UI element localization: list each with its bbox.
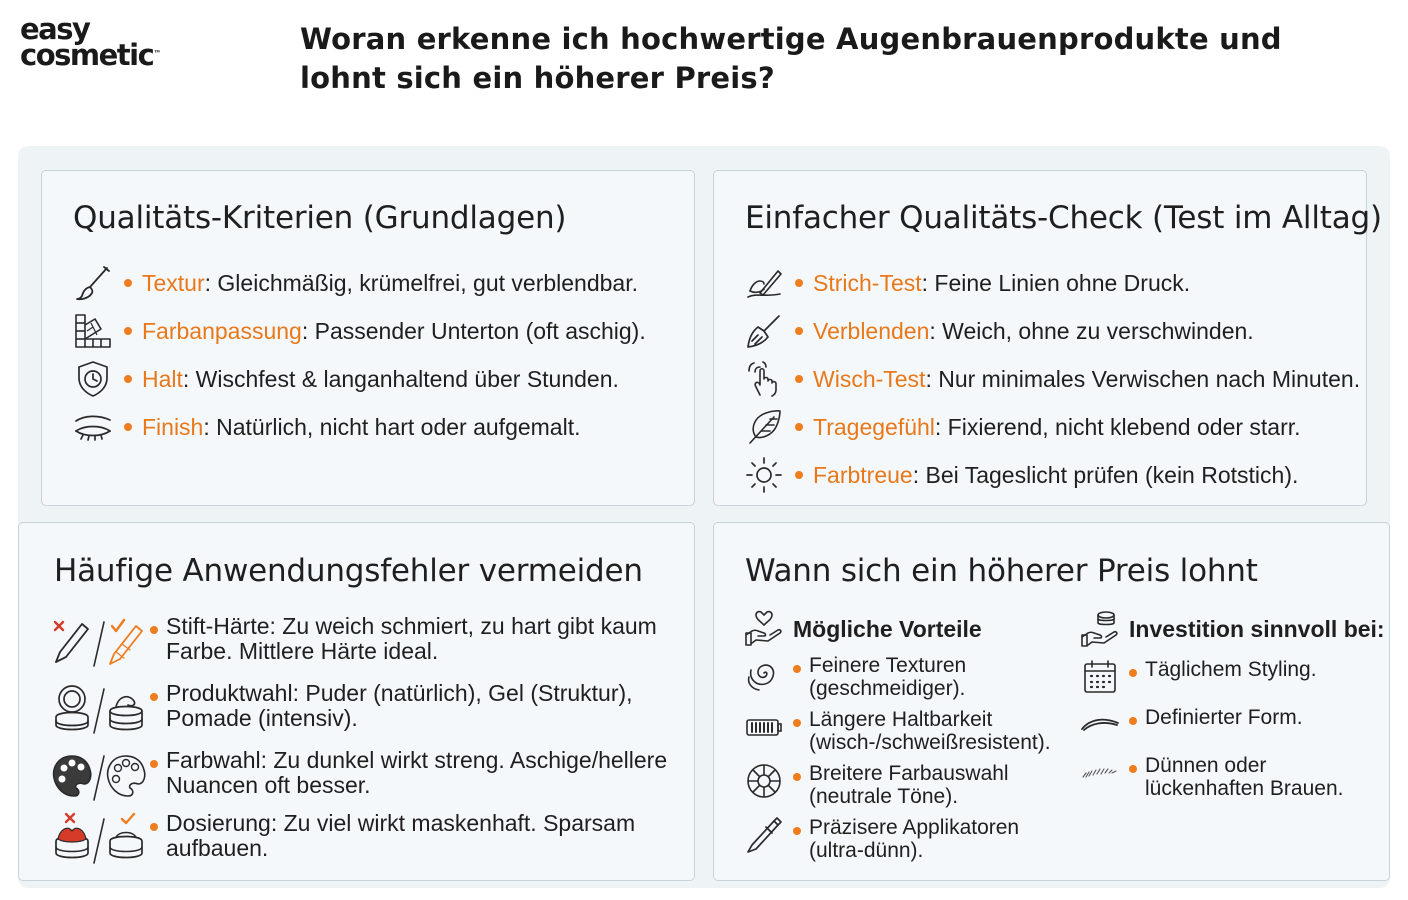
battery-icon xyxy=(743,706,785,748)
page-title: Woran erkenne ich hochwertige Augenbrauenprodukte und lohnt sich ein höherer Preis? xyxy=(300,22,1282,95)
brush-icon xyxy=(72,262,114,304)
check-key: Tragegefühl xyxy=(813,413,935,440)
sun-icon xyxy=(743,454,785,496)
swirl-texture-icon xyxy=(743,652,785,694)
mistake-line: Farbwahl: Zu dunkel wirkt streng. Aschige/hellere xyxy=(166,747,668,773)
feather-icon xyxy=(743,406,785,448)
bullet xyxy=(793,773,801,781)
bullet xyxy=(150,626,158,634)
defined-brow-icon xyxy=(1079,704,1121,746)
brand-line-1: easy xyxy=(20,12,90,46)
criteria-item xyxy=(72,405,581,449)
color-palette-swatch-icon xyxy=(72,310,114,352)
criteria-item xyxy=(72,261,638,305)
check-key: Wisch-Test xyxy=(813,365,926,392)
criteria-item xyxy=(72,357,619,401)
bullet xyxy=(1129,669,1137,677)
criteria-key: Halt xyxy=(142,365,183,392)
benefit-item xyxy=(743,652,966,700)
benefit-line: Breitere Farbauswahl xyxy=(809,762,1009,785)
benefit-item xyxy=(743,706,1051,754)
check-item xyxy=(743,453,1298,497)
bullet xyxy=(1129,765,1137,773)
bullet xyxy=(795,423,803,431)
hand-drawing-icon xyxy=(743,262,785,304)
mistake-item xyxy=(50,811,676,867)
bullet xyxy=(150,693,158,701)
brand-line-2: cosmetic xyxy=(20,38,154,73)
check-text: : Fixierend, nicht klebend oder starr. xyxy=(934,413,1301,440)
bullet xyxy=(124,375,132,383)
sparse-brow-icon xyxy=(1079,752,1121,794)
benefit-line: Feinere Texturen xyxy=(809,654,967,677)
brand-logo xyxy=(20,12,162,73)
criteria-text: : Gleichmäßig, krümelfrei, gut verblendbar. xyxy=(204,269,638,296)
criteria-text: : Natürlich, nicht hart oder aufgemalt. xyxy=(203,413,581,440)
bullet xyxy=(1129,717,1137,725)
check-item xyxy=(743,357,1360,401)
benefits-heading-text: Mögliche Vorteile xyxy=(793,615,982,642)
mistake-item xyxy=(50,681,676,737)
mistake-line: Pomade (intensiv). xyxy=(166,705,358,731)
criteria-text: : Passender Unterton (oft aschig). xyxy=(301,317,646,344)
benefit-line: (geschmeidiger). xyxy=(809,677,966,700)
fine-applicator-icon xyxy=(743,814,785,856)
brand-trademark: ™ xyxy=(153,49,162,59)
benefit-line: (neutrale Töne). xyxy=(809,785,959,808)
check-key: Farbtreue xyxy=(813,461,913,488)
check-text: : Nur minimales Verwischen nach Minuten. xyxy=(925,365,1361,392)
benefit-line: Längere Haltbarkeit xyxy=(809,708,993,731)
panel-title-check: Einfacher Qualitäts-Check (Test im Alltag) xyxy=(745,200,1382,236)
criteria-item xyxy=(72,309,646,353)
bullet xyxy=(124,423,132,431)
bullet xyxy=(150,823,158,831)
mistake-line: Produktwahl: Puder (natürlich), Gel (Struktur), xyxy=(166,680,633,706)
worth-line: Täglichem Styling. xyxy=(1145,658,1317,681)
panel-title-price: Wann sich ein höherer Preis lohnt xyxy=(745,553,1258,589)
blending-brush-icon xyxy=(743,310,785,352)
mistake-line: Nuancen oft besser. xyxy=(166,772,371,798)
check-item xyxy=(743,405,1301,449)
benefit-item xyxy=(743,760,1009,808)
touch-finger-icon xyxy=(743,358,785,400)
check-item xyxy=(743,309,1254,353)
panel-title-mistakes: Häufige Anwendungsfehler vermeiden xyxy=(54,553,643,589)
bullet xyxy=(124,279,132,287)
bullet xyxy=(795,471,803,479)
benefits-heading xyxy=(743,608,982,650)
worth-line: lückenhaften Brauen. xyxy=(1145,777,1344,800)
calendar-icon xyxy=(1079,656,1121,698)
bullet xyxy=(795,375,803,383)
color-wheel-icon xyxy=(743,760,785,802)
check-item xyxy=(743,261,1190,305)
worth-line: Dünnen oder xyxy=(1145,754,1267,777)
mistake-item xyxy=(50,748,676,804)
worth-item xyxy=(1079,704,1303,746)
worth-item xyxy=(1079,752,1343,800)
mistake-line: Farbe. Mittlere Härte ideal. xyxy=(166,638,439,664)
criteria-key: Textur xyxy=(142,269,205,296)
mistake-item xyxy=(50,614,676,670)
criteria-key: Finish xyxy=(142,413,204,440)
pencil-compare-icon xyxy=(50,614,146,670)
check-text: : Weich, ohne zu verschwinden. xyxy=(929,317,1254,344)
bullet xyxy=(795,327,803,335)
dosage-compare-icon xyxy=(50,811,146,867)
eye-brow-icon xyxy=(72,406,114,448)
bullet xyxy=(793,665,801,673)
worth-heading xyxy=(1079,608,1385,650)
palette-compare-icon xyxy=(50,748,146,804)
worth-line: Definierter Form. xyxy=(1145,706,1303,729)
criteria-text: : Wischfest & langanhaltend über Stunden. xyxy=(182,365,619,392)
check-key: Strich-Test xyxy=(813,269,922,296)
worth-heading-text: Investition sinnvoll bei: xyxy=(1129,615,1385,642)
benefit-line: Präzisere Applikatoren xyxy=(809,816,1020,839)
mistake-line: aufbauen. xyxy=(166,835,269,861)
benefit-line: (ultra-dünn). xyxy=(809,839,924,862)
bullet xyxy=(150,760,158,768)
check-text: : Feine Linien ohne Druck. xyxy=(921,269,1191,296)
mistake-line: Stift-Härte: Zu weich schmiert, zu hart gibt kaum xyxy=(166,613,657,639)
panel-title-criteria: Qualitäts-Kriterien (Grundlagen) xyxy=(73,200,567,236)
bullet xyxy=(793,719,801,727)
hand-coins-icon xyxy=(1079,608,1121,650)
shield-clock-icon xyxy=(72,358,114,400)
benefit-item xyxy=(743,814,1019,862)
bullet xyxy=(793,827,801,835)
worth-item xyxy=(1079,656,1317,698)
powder-gel-compare-icon xyxy=(50,681,146,737)
bullet xyxy=(124,327,132,335)
check-text: : Bei Tageslicht prüfen (kein Rotstich). xyxy=(912,461,1299,488)
check-key: Verblenden xyxy=(813,317,930,344)
benefit-line: (wisch-/schweißresistent). xyxy=(809,731,1051,754)
criteria-key: Farbanpassung xyxy=(142,317,302,344)
bullet xyxy=(795,279,803,287)
mistake-line: Dosierung: Zu viel wirkt maskenhaft. Sparsam xyxy=(166,810,636,836)
hand-heart-icon xyxy=(743,608,785,650)
